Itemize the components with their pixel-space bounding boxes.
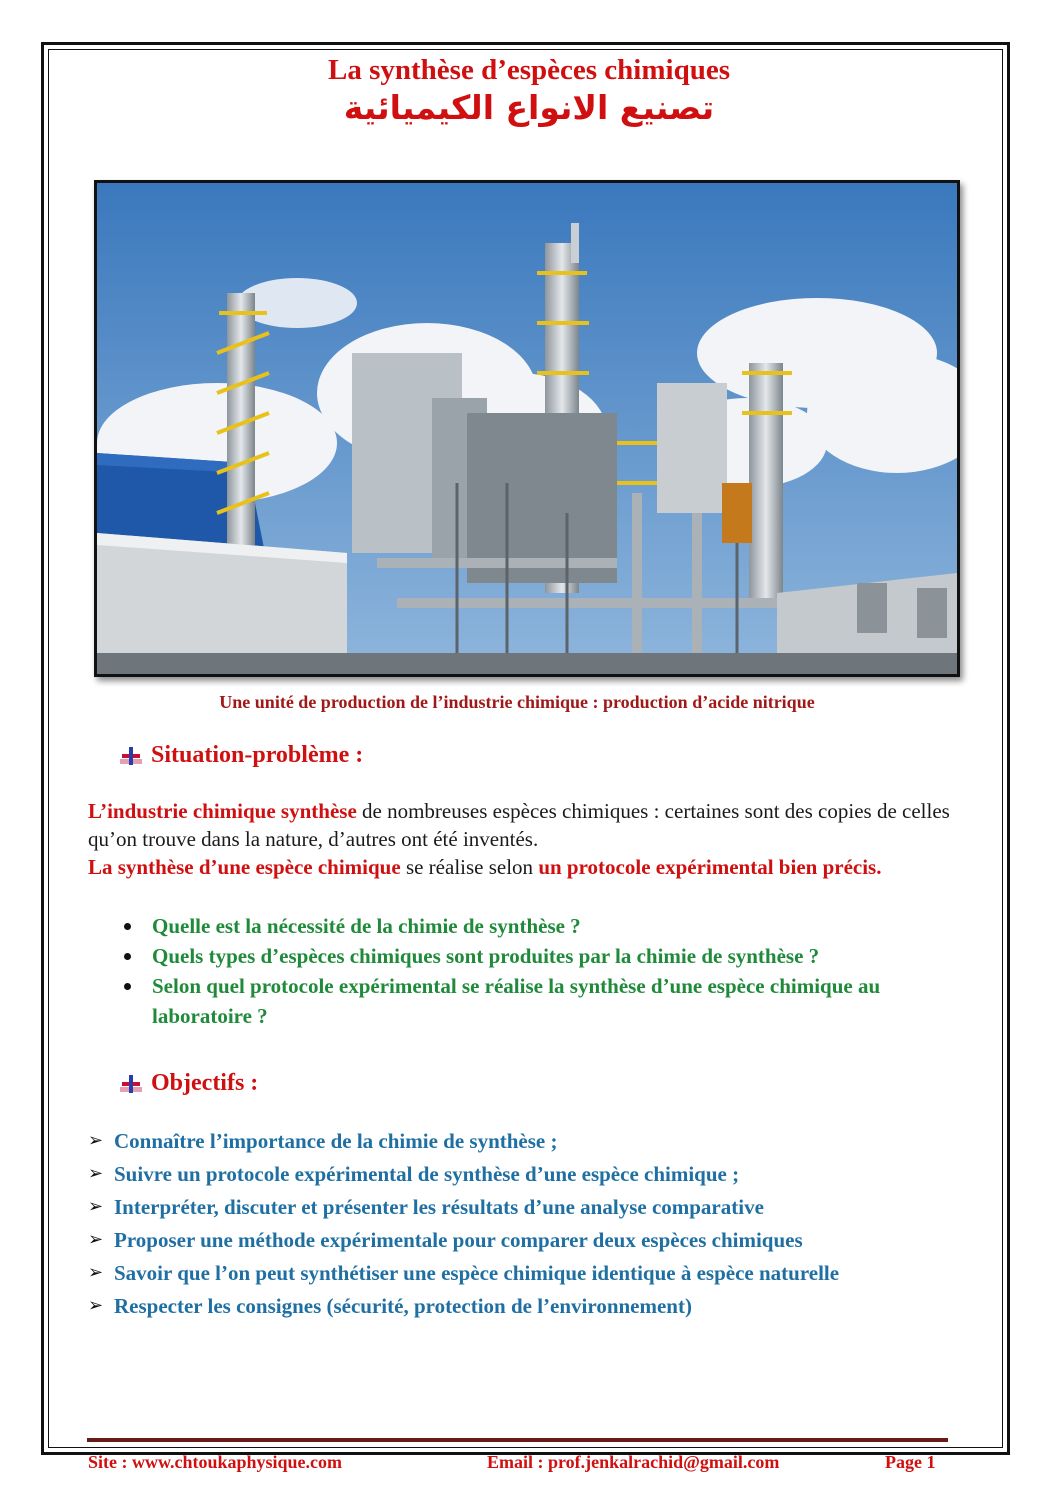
objectifs-heading <box>120 1070 258 1097</box>
objectives-list <box>88 1125 968 1323</box>
arrow-bullet-icon: ➢ <box>88 1130 104 1151</box>
list-item: ➢ Savoir que l’on peut synthétiser une espèce chimique identique à espèce naturelle <box>88 1257 968 1289</box>
page-title: La synthèse d’espèces chimiques <box>328 54 730 86</box>
list-item: ➢ Respecter les consignes (sécurité, protection de l’environnement) <box>88 1290 968 1322</box>
bullet-icon <box>124 983 131 990</box>
arrow-bullet-icon: ➢ <box>88 1229 104 1250</box>
footer-divider <box>87 1438 948 1442</box>
footer-page-number: Page 1 <box>885 1452 936 1472</box>
objectifs-heading-text: Objectifs : <box>151 1070 259 1096</box>
list-item: Selon quel protocole expérimental se réalise la synthèse d’une espèce chimique au laboratoire ? <box>118 971 968 1031</box>
footer-email: Email : prof.jenkalrachid@gmail.com <box>487 1452 780 1472</box>
list-item: ➢ Connaître l’importance de la chimie de synthèse ; <box>88 1125 968 1157</box>
figure-caption: Une unité de production de l’industrie chimique : production d’acide nitrique <box>219 692 815 712</box>
situation-p2-highlight: La synthèse d’une espèce chimique <box>88 855 401 879</box>
situation-paragraph-1 <box>88 797 958 853</box>
situation-heading <box>120 742 363 769</box>
arrow-bullet-icon: ➢ <box>88 1196 104 1217</box>
section-bullet-icon <box>120 745 142 767</box>
section-bullet-icon <box>120 1073 142 1095</box>
chemical-plant-photo <box>94 180 960 677</box>
list-item: ➢ Proposer une méthode expérimentale pour comparer deux espèces chimiques <box>88 1224 968 1256</box>
arrow-bullet-icon: ➢ <box>88 1262 104 1283</box>
bullet-icon <box>124 953 131 960</box>
arrow-bullet-icon: ➢ <box>88 1163 104 1184</box>
situation-p2-highlight-2: un protocole expérimental bien précis. <box>538 855 882 879</box>
question-list <box>118 911 968 1031</box>
list-item: Quels types d’espèces chimiques sont produites par la chimie de synthèse ? <box>118 941 968 971</box>
situation-p2-text: se réalise selon <box>400 855 539 879</box>
situation-paragraph-2 <box>88 853 958 881</box>
situation-heading-text: Situation-problème : <box>151 742 364 768</box>
page-title-arabic: تصنيع الانواع الكيميائية <box>343 88 715 127</box>
list-item: Quelle est la nécessité de la chimie de synthèse ? <box>118 911 968 941</box>
situation-p1-text: de nombreuses espèces chimiques : certaines sont des copies de celles qu’on trouve dans la nature, d’autres ont été inventés. <box>88 799 950 851</box>
situation-p1-highlight: L’industrie chimique synthèse <box>88 799 357 823</box>
list-item: ➢ Suivre un protocole expérimental de synthèse d’une espèce chimique ; <box>88 1158 968 1190</box>
bullet-icon <box>124 923 131 930</box>
arrow-bullet-icon: ➢ <box>88 1295 104 1316</box>
footer-site: Site : www.chtoukaphysique.com <box>88 1452 343 1472</box>
list-item: ➢ Interpréter, discuter et présenter les résultats d’une analyse comparative <box>88 1191 968 1223</box>
